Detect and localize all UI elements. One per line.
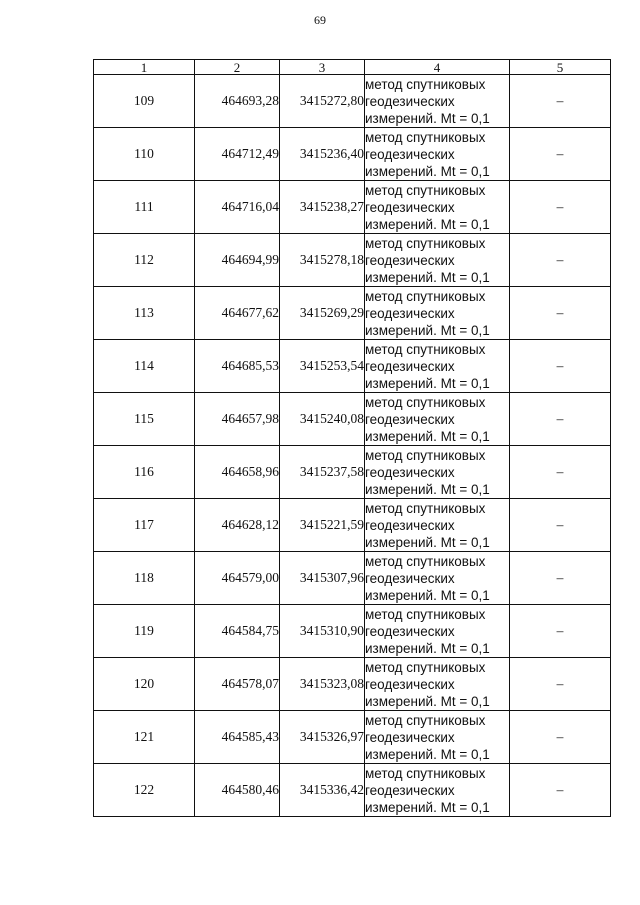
x-coordinate-cell: 464584,75	[195, 605, 280, 658]
point-number-cell: 119	[94, 605, 195, 658]
y-coordinate-cell: 3415326,97	[280, 711, 365, 764]
x-coordinate-cell: 464580,46	[195, 764, 280, 817]
page-number: 69	[314, 13, 326, 27]
method-text-line: геодезических	[365, 146, 455, 162]
y-coordinate-cell: 3415236,40	[280, 128, 365, 181]
method-text-line: геодезических	[365, 464, 455, 480]
method-text-line: геодезических	[365, 305, 455, 321]
method-cell	[365, 499, 510, 552]
method-text-line: измерений. Mt = 0,1	[365, 746, 490, 762]
column-header: 5	[510, 60, 611, 75]
note-cell: –	[510, 499, 611, 552]
note-cell: –	[510, 764, 611, 817]
point-number-cell: 111	[94, 181, 195, 234]
method-text-line: метод спутниковых	[365, 129, 486, 145]
x-coordinate-cell: 464716,04	[195, 181, 280, 234]
method-text-line: геодезических	[365, 358, 455, 374]
method-cell	[365, 340, 510, 393]
method-text-line: геодезических	[365, 252, 455, 268]
y-coordinate-cell: 3415238,27	[280, 181, 365, 234]
y-coordinate-cell: 3415278,18	[280, 234, 365, 287]
y-coordinate-cell: 3415310,90	[280, 605, 365, 658]
method-text-line: метод спутниковых	[365, 235, 486, 251]
point-number-cell: 116	[94, 446, 195, 499]
note-cell: –	[510, 393, 611, 446]
method-text-line: геодезических	[365, 93, 455, 109]
method-text-line: измерений. Mt = 0,1	[365, 163, 490, 179]
method-text-line: метод спутниковых	[365, 553, 486, 569]
method-text-line: измерений. Mt = 0,1	[365, 216, 490, 232]
method-text-line: измерений. Mt = 0,1	[365, 640, 490, 656]
column-header: 4	[365, 60, 510, 75]
y-coordinate-cell: 3415240,08	[280, 393, 365, 446]
point-number-cell: 113	[94, 287, 195, 340]
note-cell: –	[510, 605, 611, 658]
table-row	[94, 75, 611, 128]
method-text-line: геодезических	[365, 199, 455, 215]
table-row	[94, 552, 611, 605]
point-number-cell: 110	[94, 128, 195, 181]
column-header: 1	[94, 60, 195, 75]
method-text-line: измерений. Mt = 0,1	[365, 269, 490, 285]
method-text-line: измерений. Mt = 0,1	[365, 799, 490, 815]
method-text-line: геодезических	[365, 570, 455, 586]
method-text-line: метод спутниковых	[365, 659, 486, 675]
table-row	[94, 393, 611, 446]
method-text-line: измерений. Mt = 0,1	[365, 534, 490, 550]
note-cell: –	[510, 552, 611, 605]
note-cell: –	[510, 658, 611, 711]
x-coordinate-cell: 464677,62	[195, 287, 280, 340]
method-cell	[365, 234, 510, 287]
method-cell	[365, 75, 510, 128]
note-cell: –	[510, 446, 611, 499]
note-cell: –	[510, 287, 611, 340]
method-cell	[365, 658, 510, 711]
point-number-cell: 114	[94, 340, 195, 393]
table-row	[94, 128, 611, 181]
point-number-cell: 122	[94, 764, 195, 817]
method-text-line: геодезических	[365, 676, 455, 692]
x-coordinate-cell: 464578,07	[195, 658, 280, 711]
table-header-row	[94, 60, 611, 75]
method-text-line: геодезических	[365, 729, 455, 745]
method-text-line: измерений. Mt = 0,1	[365, 693, 490, 709]
note-cell: –	[510, 711, 611, 764]
method-text-line: метод спутниковых	[365, 500, 486, 516]
note-cell: –	[510, 128, 611, 181]
method-text-line: метод спутниковых	[365, 606, 486, 622]
table-row	[94, 764, 611, 817]
table-row	[94, 446, 611, 499]
table-row	[94, 234, 611, 287]
table-row	[94, 605, 611, 658]
x-coordinate-cell: 464658,96	[195, 446, 280, 499]
method-cell	[365, 446, 510, 499]
method-cell	[365, 605, 510, 658]
method-text-line: измерений. Mt = 0,1	[365, 428, 490, 444]
x-coordinate-cell: 464585,43	[195, 711, 280, 764]
point-number-cell: 117	[94, 499, 195, 552]
method-cell	[365, 128, 510, 181]
method-text-line: метод спутниковых	[365, 288, 486, 304]
method-text-line: измерений. Mt = 0,1	[365, 322, 490, 338]
point-number-cell: 120	[94, 658, 195, 711]
note-cell: –	[510, 181, 611, 234]
column-header: 3	[280, 60, 365, 75]
y-coordinate-cell: 3415237,58	[280, 446, 365, 499]
method-text-line: геодезических	[365, 517, 455, 533]
method-cell	[365, 181, 510, 234]
y-coordinate-cell: 3415269,29	[280, 287, 365, 340]
method-text-line: метод спутниковых	[365, 447, 486, 463]
y-coordinate-cell: 3415323,08	[280, 658, 365, 711]
method-text-line: измерений. Mt = 0,1	[365, 481, 490, 497]
method-text-line: измерений. Mt = 0,1	[365, 375, 490, 391]
point-number-cell: 109	[94, 75, 195, 128]
method-text-line: метод спутниковых	[365, 341, 486, 357]
method-text-line: геодезических	[365, 782, 455, 798]
point-number-cell: 112	[94, 234, 195, 287]
table-row	[94, 658, 611, 711]
table-row	[94, 340, 611, 393]
x-coordinate-cell: 464685,53	[195, 340, 280, 393]
x-coordinate-cell: 464579,00	[195, 552, 280, 605]
note-cell: –	[510, 75, 611, 128]
x-coordinate-cell: 464657,98	[195, 393, 280, 446]
table-row	[94, 711, 611, 764]
x-coordinate-cell: 464694,99	[195, 234, 280, 287]
method-text-line: метод спутниковых	[365, 712, 486, 728]
method-text-line: метод спутниковых	[365, 76, 486, 92]
table-row	[94, 287, 611, 340]
x-coordinate-cell: 464628,12	[195, 499, 280, 552]
y-coordinate-cell: 3415221,59	[280, 499, 365, 552]
method-text-line: метод спутниковых	[365, 182, 486, 198]
method-text-line: геодезических	[365, 411, 455, 427]
method-text-line: метод спутниковых	[365, 394, 486, 410]
method-text-line: измерений. Mt = 0,1	[365, 587, 490, 603]
point-number-cell: 115	[94, 393, 195, 446]
y-coordinate-cell: 3415253,54	[280, 340, 365, 393]
method-cell	[365, 764, 510, 817]
x-coordinate-cell: 464693,28	[195, 75, 280, 128]
method-text-line: измерений. Mt = 0,1	[365, 110, 490, 126]
column-header: 2	[195, 60, 280, 75]
method-cell	[365, 552, 510, 605]
method-cell	[365, 393, 510, 446]
table-body	[94, 60, 611, 817]
point-number-cell: 118	[94, 552, 195, 605]
coordinates-table	[93, 59, 611, 817]
method-cell	[365, 287, 510, 340]
note-cell: –	[510, 234, 611, 287]
point-number-cell: 121	[94, 711, 195, 764]
method-cell	[365, 711, 510, 764]
y-coordinate-cell: 3415336,42	[280, 764, 365, 817]
note-cell: –	[510, 340, 611, 393]
y-coordinate-cell: 3415272,80	[280, 75, 365, 128]
method-text-line: геодезических	[365, 623, 455, 639]
table-row	[94, 181, 611, 234]
y-coordinate-cell: 3415307,96	[280, 552, 365, 605]
table-row	[94, 499, 611, 552]
method-text-line: метод спутниковых	[365, 765, 486, 781]
x-coordinate-cell: 464712,49	[195, 128, 280, 181]
